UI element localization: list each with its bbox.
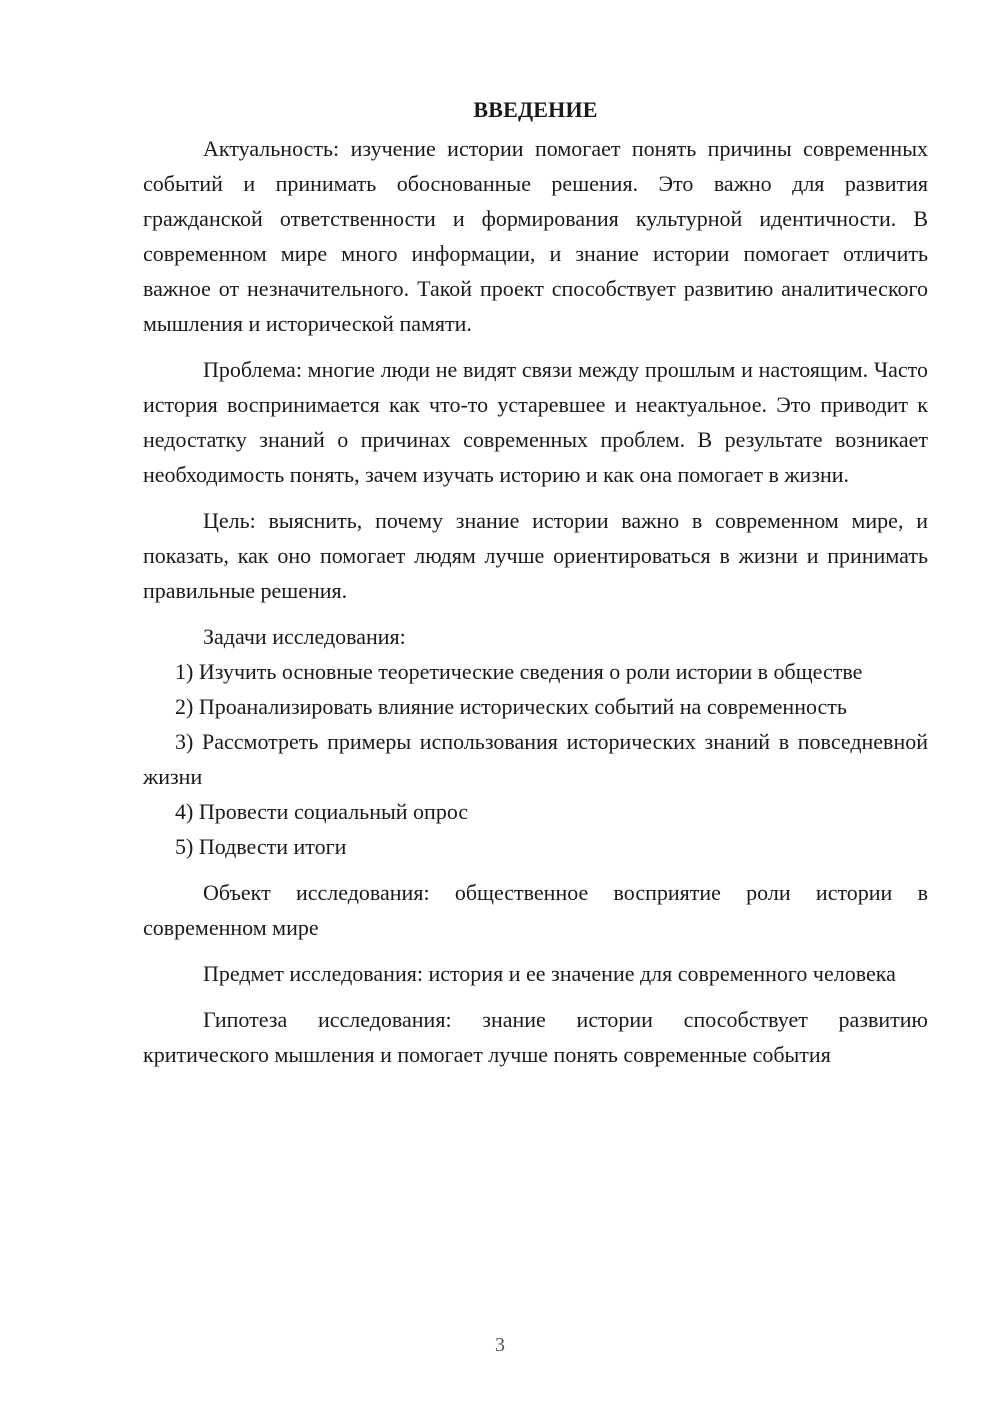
page-title: ВВЕДЕНИЕ — [473, 97, 598, 122]
problem-paragraph: Проблема: многие люди не видят связи между прошлым и настоящим. Часто история воспринимается как что-то устаревшее и неактуальное. Это приводит к недостатку знаний о причинах современных проблем. В результате возникает необходимость понять, зачем изучать историю и как она помогает в жизни. — [143, 357, 928, 487]
object-paragraph: Объект исследования: общественное восприятие роли истории в современном мире — [143, 880, 928, 940]
page-number: 3 — [495, 1334, 505, 1356]
tasks-heading: Задачи исследования: — [203, 624, 406, 649]
relevance-paragraph: Актуальность: изучение истории помогает понять причины современных событий и принимать обоснованные решения. Это важно для развития гражданской ответственности и формирования культурной идентичности. В современном мире много информации, и знание истории помогает отличить важное от незначительного. Такой проект способствует развитию аналитического мышления и исторической памяти. — [143, 136, 928, 336]
list-item: 2) Проанализировать влияние исторических событий на современность — [175, 694, 847, 719]
list-item: 1) Изучить основные теоретические сведения о роли истории в обществе — [175, 659, 863, 684]
list-item: 3) Рассмотреть примеры использования исторических знаний в повседневной жизни — [143, 729, 928, 789]
list-item: 4) Провести социальный опрос — [175, 799, 469, 824]
goal-paragraph: Цель: выяснить, почему знание истории важно в современном мире, и показать, как оно помогает людям лучше ориентироваться в жизни и принимать правильные решения. — [143, 508, 928, 603]
subject-paragraph: Предмет исследования: история и ее значение для современного человека — [203, 961, 896, 986]
document-page — [143, 92, 928, 1072]
list-item: 5) Подвести итоги — [175, 834, 347, 859]
hypothesis-paragraph: Гипотеза исследования: знание истории способствует развитию критического мышления и помогает лучше понять современные события — [143, 1007, 928, 1067]
